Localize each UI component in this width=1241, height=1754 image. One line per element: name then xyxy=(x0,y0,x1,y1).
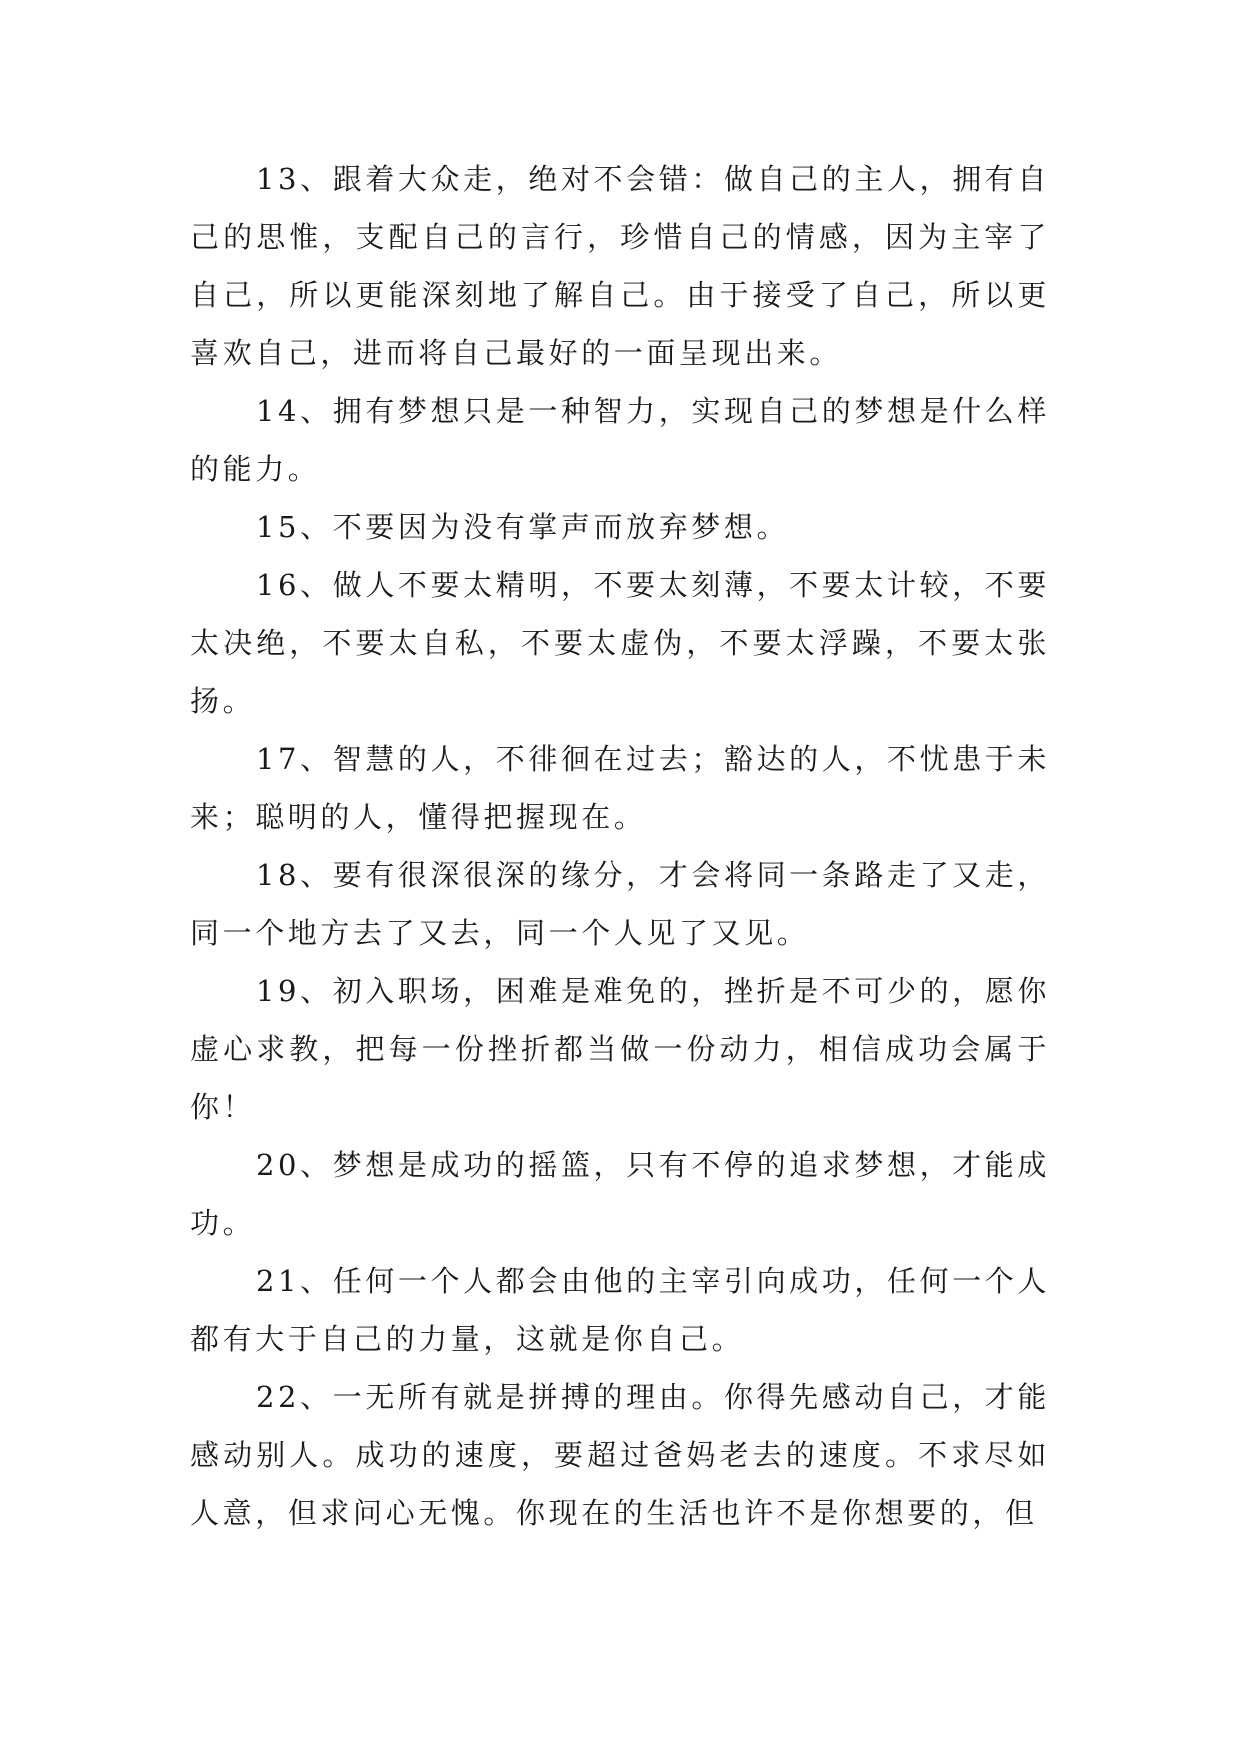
quote-paragraph-14: 14、拥有梦想只是一种智力，实现自己的梦想是什么样的能力。 xyxy=(190,394,1050,486)
quote-paragraph-18: 18、要有很深很深的缘分，才会将同一条路走了又走，同一个地方去了又去，同一个人见了又见。 xyxy=(190,858,1050,950)
quote-paragraph-21: 21、任何一个人都会由他的主宰引向成功，任何一个人都有大于自己的力量，这就是你自己。 xyxy=(190,1264,1050,1356)
quote-paragraph-20: 20、梦想是成功的摇篮，只有不停的追求梦想，才能成功。 xyxy=(190,1148,1050,1240)
document-page xyxy=(190,150,1050,1542)
quote-paragraph-22: 22、一无所有就是拼搏的理由。你得先感动自己，才能感动别人。成功的速度，要超过爸妈老去的速度。不求尽如人意，但求问心无愧。你现在的生活也许不是你想要的，但 xyxy=(190,1380,1050,1530)
quote-paragraph-16: 16、做人不要太精明，不要太刻薄，不要太计较，不要太决绝，不要太自私，不要太虚伪，不要太浮躁，不要太张扬。 xyxy=(190,568,1050,718)
quote-paragraph-15: 15、不要因为没有掌声而放弃梦想。 xyxy=(256,510,790,544)
quote-paragraph-17: 17、智慧的人，不徘徊在过去；豁达的人，不忧患于未来；聪明的人，懂得把握现在。 xyxy=(190,742,1050,834)
quote-paragraph-19: 19、初入职场，困难是难免的，挫折是不可少的，愿你虚心求教，把每一份挫折都当做一份动力，相信成功会属于你！ xyxy=(190,974,1050,1124)
quote-paragraph-13: 13、跟着大众走，绝对不会错：做自己的主人，拥有自己的思惟，支配自己的言行，珍惜自己的情感，因为主宰了自己，所以更能深刻地了解自己。由于接受了自己，所以更喜欢自己，进而将自己最好的一面呈现出来。 xyxy=(190,162,1050,370)
